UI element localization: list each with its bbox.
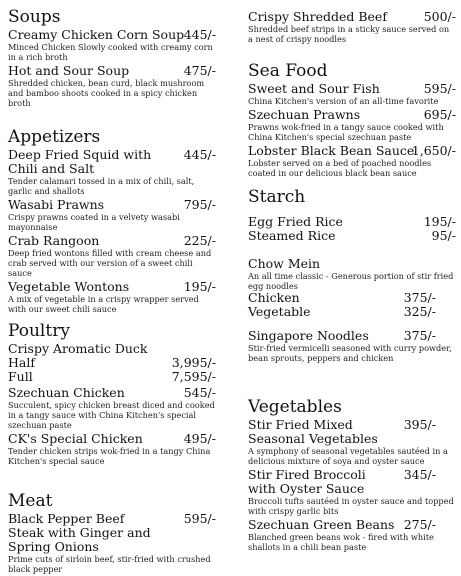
item-description: Shredded beef strips in a sticky sauce served on a nest of crispy noodles [248, 24, 450, 44]
item-name: Steamed Rice [248, 228, 336, 243]
menu-item [248, 215, 456, 229]
menu-item [248, 229, 456, 243]
menu-item [8, 64, 216, 108]
item-price: 375/- [403, 328, 436, 343]
item-name: CK's Special Chicken [8, 431, 143, 446]
item-description: An all time classic - Generous portion of stir fried egg noodles [248, 271, 454, 291]
item-name: Singapore Noodles [248, 328, 369, 343]
item-price: 445/- [183, 147, 216, 162]
item-description: Broccoli tufts sautéed in oyster sauce and topped with crispy garlic bits [248, 496, 454, 516]
item-name: Crispy Shredded Beef [248, 9, 387, 24]
item-description: A mix of vegetable in a crispy wrapper served with our sweet chili sauce [8, 294, 199, 314]
menu-item [248, 518, 456, 552]
variant-label: Full [8, 369, 33, 384]
menu-item [8, 386, 216, 430]
meat-section [8, 492, 216, 576]
item-description: Prawns wok-fried in a tangy sauce cooked with China Kitchen's special szechuan paste [248, 122, 444, 142]
variant-label: Half [8, 355, 35, 370]
item-name: Hot and Sour Soup [8, 63, 130, 78]
variant-price: 3,995/- [171, 355, 216, 370]
chow-mein-vegetable-row [248, 305, 456, 319]
appetizers-heading: Appetizers [8, 127, 101, 147]
item-description: A symphony of seasonal vegetables sautéed in a delicious mixture of soya and oyster sauce [248, 446, 448, 466]
menu-item [248, 10, 456, 44]
item-description: Prime cuts of sirloin beef, stir-fried with crushed black pepper [8, 554, 211, 574]
item-price: 395/- [403, 417, 436, 432]
variant-price: 325/- [403, 304, 436, 319]
item-name: Deep Fried Squid with Chili and Salt [8, 147, 152, 176]
item-price: 95/- [431, 228, 456, 243]
item-description: Succulent, spicy chicken breast diced and cooked in a tangy sauce with China Kitchen's special szechuan paste [8, 400, 215, 430]
menu-item [248, 418, 456, 466]
menu-item [248, 468, 456, 516]
item-price: 195/- [423, 214, 456, 229]
item-name: Szechuan Prawns [248, 107, 361, 122]
seafood-section [248, 62, 456, 180]
item-price: 795/- [183, 197, 216, 212]
item-name: Chow Mein [248, 256, 321, 271]
item-description: Lobster served on a bed of poached noodles coated in our delicious black bean sauce [248, 158, 432, 178]
item-name: Wasabi Prawns [8, 197, 105, 212]
menu-item [248, 257, 456, 319]
item-description: Deep fried wontons filled with cream cheese and crab served with our version of a sweet chili sauce [8, 248, 212, 278]
variant-price: 7,595/- [171, 369, 216, 384]
appetizers-section [8, 128, 216, 316]
menu-item [248, 329, 456, 363]
menu-item [8, 342, 216, 384]
item-price: 345/- [403, 467, 436, 482]
item-description: Stir-fried vermicelli seasoned with curry powder, bean sprouts, peppers and chicken [248, 343, 452, 363]
item-description: Shredded chicken, bean curd, black mushroom and bamboo shoots cooked in a spicy chicken broth [8, 78, 205, 108]
menu-item [8, 432, 216, 466]
item-price: 495/- [183, 431, 216, 446]
menu-item [248, 144, 456, 178]
chow-mein-chicken-row [248, 291, 456, 305]
item-price: 275/- [403, 517, 436, 532]
item-name: Crispy Aromatic Duck [8, 341, 148, 356]
menu-item [8, 234, 216, 278]
item-price: 545/- [183, 385, 216, 400]
item-price: 595/- [183, 511, 216, 526]
item-price: 595/- [423, 81, 456, 96]
poultry-section [8, 322, 216, 468]
item-description: Minced Chicken Slowly cooked with creamy corn in a rich broth [8, 42, 213, 62]
item-price: 225/- [183, 233, 216, 248]
menu-item [8, 198, 216, 232]
item-price: 500/- [423, 9, 456, 24]
vegetables-heading: Vegetables [248, 397, 342, 417]
item-description: Tender chicken strips wok-fried in a tangy China Kitchen's special sauce [8, 446, 211, 466]
menu-item [248, 108, 456, 142]
duck-half-row [8, 356, 216, 370]
item-name: Creamy Chicken Corn Soup [8, 27, 185, 42]
item-name: Lobster Black Bean Sauce [248, 143, 415, 158]
variant-label: Chicken [248, 290, 300, 305]
menu-item [8, 280, 216, 314]
item-name: Vegetable Wontons [8, 279, 130, 294]
seafood-heading: Sea Food [248, 61, 328, 81]
soups-section [8, 8, 216, 110]
item-description: China Kitchen's version of an all-time favorite [248, 96, 439, 106]
item-name: Stir Fired Broccoli with Oyster Sauce [248, 467, 366, 496]
item-description: Blanched green beans wok - fired with white shallots in a chili bean paste [248, 532, 434, 552]
item-price: 475/- [183, 63, 216, 78]
item-name: Sweet and Sour Fish [248, 81, 380, 96]
variant-price: 375/- [403, 290, 436, 305]
menu-item [8, 148, 216, 196]
vegetables-section [248, 398, 456, 554]
beef-continued-section [248, 10, 456, 46]
soups-heading: Soups [8, 7, 61, 27]
item-price: 695/- [423, 107, 456, 122]
item-price: 1,650/- [411, 143, 456, 158]
item-price: 195/- [183, 279, 216, 294]
item-name: Szechuan Chicken [8, 385, 125, 400]
duck-full-row [8, 370, 216, 384]
starch-section [248, 188, 456, 365]
item-name: Crab Rangoon [8, 233, 100, 248]
starch-heading: Starch [248, 187, 306, 207]
item-name: Szechuan Green Beans [248, 517, 395, 532]
item-price: 445/- [183, 27, 216, 42]
poultry-heading: Poultry [8, 321, 70, 341]
meat-heading: Meat [8, 491, 53, 511]
menu-item [8, 512, 216, 574]
item-name: Black Pepper Beef Steak with Ginger and Spring Onions [8, 511, 151, 554]
item-name: Egg Fried Rice [248, 214, 343, 229]
item-description: Tender calamari tossed in a mix of chili, salt, garlic and shallots [8, 176, 195, 196]
item-description: Crispy prawns coated in a velvety wasabi mayonnaise [8, 212, 180, 232]
item-name: Stir Fried Mixed Seasonal Vegetables [248, 417, 378, 446]
menu-item [8, 28, 216, 62]
variant-label: Vegetable [248, 304, 311, 319]
menu-item [248, 82, 456, 106]
